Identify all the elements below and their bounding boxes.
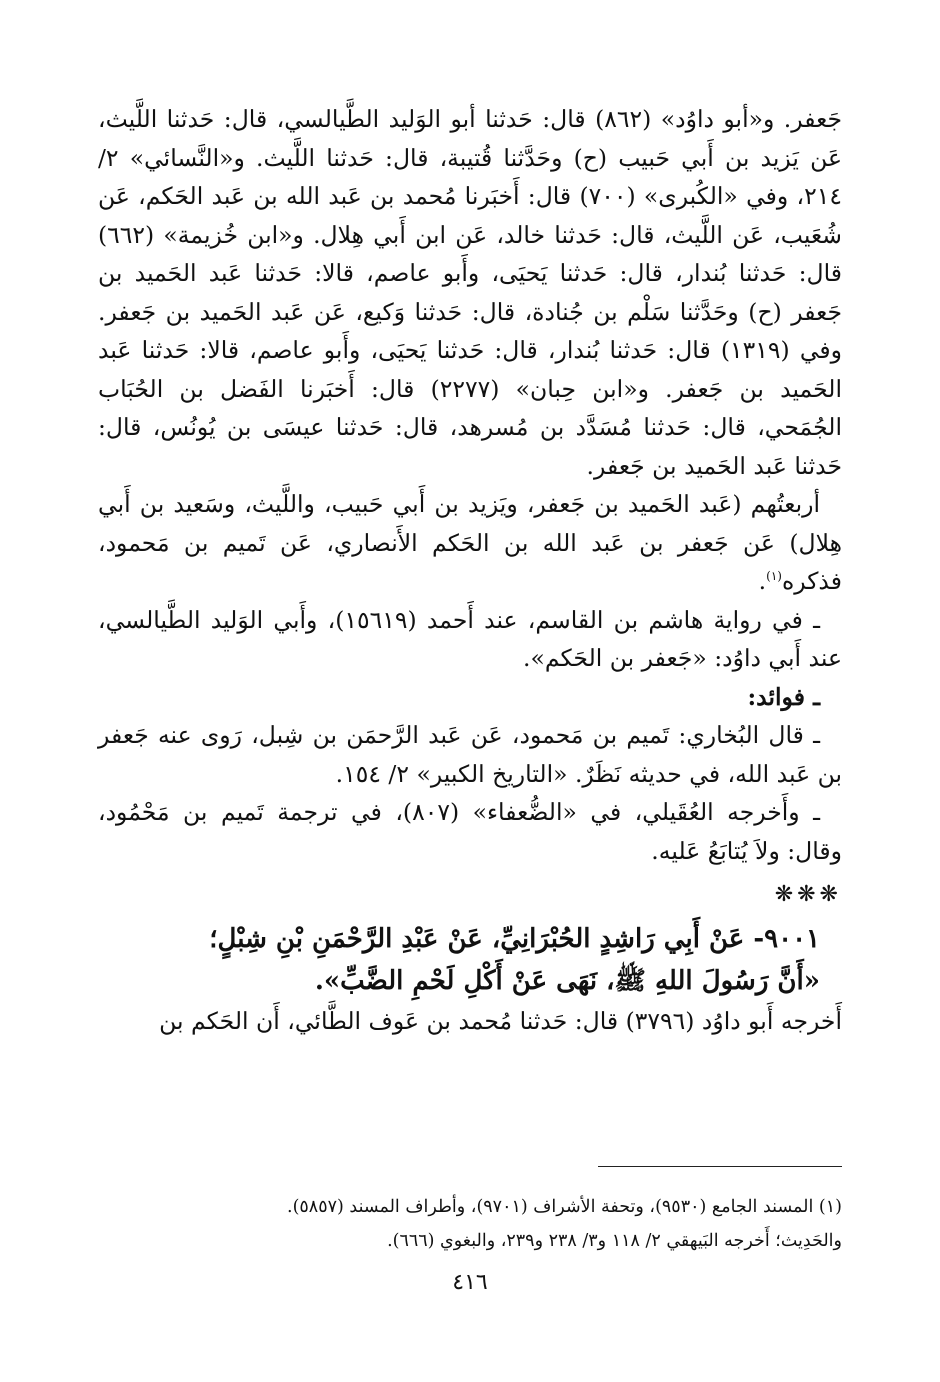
hadith-line-2: «أَنَّ رَسُولَ اللهِ ﷺ، نَهَى عَنْ أَكْلِ لَحْمِ الضَّبِّ».	[314, 966, 820, 996]
paragraph-abu-dawud: أَخرجه أَبو داوُد (٣٧٩٦) قال: حَدثنا مُحمد بن عَوف الطَّائي، أَن الحَكم بن	[159, 1007, 842, 1035]
paragraph-uqayli: ـ وأَخرجه العُقَيلي، في «الضُّعفاء» (٨٠٧)، في ترجمة تَميم بن مَحْمُود، وقال: ولاَ يُتابَعُ عَليه.	[98, 798, 842, 865]
footnote-1: (١) المسند الجامع (٩٥٣٠)، وتحفة الأشراف (٩٧٠١)، وأطراف المسند (٥٨٥٧).	[287, 1197, 842, 1217]
paragraph-arbaatuhum-text: أربعتُهم (عَبد الحَميد بن جَعفر، ويَزيد بن أَبي حَبيب، واللَّيث، وسَعيد بن أَبي هِلال) عَن جَعفر بن عَبد الله بن الحَكم الأَنصاري، عَن تَميم بن مَحمود، فذكره	[98, 490, 842, 595]
footnote-divider	[598, 1166, 842, 1167]
paragraph-takhrij: جَعفر. و«أبو داوُد» (٨٦٢) قال: حَدثنا أبو الوَليد الطَّيالسي، قال: حَدثنا اللَّيث، عَن يَزيد بن أَبي حَبيب (ح) وحَدَّثنا قُتيبة، قال: حَدثنا اللَّيث. و«النَّسائي» ٢/ ٢١٤، وفي «الكُبرى» (٧٠٠) قال: أَخبَرنا مُحمد بن عَبد الله بن عَبد الحَكم، عَن شُعَيب، عَن اللَّيث، قال: حَدثنا خالد، عَن ابن أَبي هِلال. و«ابن خُزيمة» (٦٦٢) قال: حَدثنا بُندار، قال: حَدثنا يَحيَى، وأَبو عاصم، قالا: حَدثنا عَبد الحَميد بن جَعفر (ح) وحَدَّثنا سَلْم بن جُنادة، قال: حَدثنا وَكيع، عَن عَبد الحَميد بن جَعفر. وفي (١٣١٩) قال: حَدثنا بُندار، قال: حَدثنا يَحيَى، وأَبو عاصم، قالا: حَدثنا عَبد الحَميد بن جَعفر. و«ابن حِبان» (٢٢٧٧) قال: أَخبَرنا الفَضل بن الحُبَاب الجُمَحي، قال: حَدثنا مُسَدَّد بن مُسرهد، قال: حَدثنا عيسَى بن يُونُس، قال: حَدثنا عَبد الحَميد بن جَعفر.	[98, 105, 843, 480]
paragraph-riwaya: ـ في رواية هاشم بن القاسم، عند أَحمد (١٥٦١٩)، وأَبي الوَليد الطَّيالسي، عند أَبي داوُد: «جَعفر بن الحَكم».	[98, 605, 842, 672]
main-text	[98, 100, 842, 1041]
section-separator-stars: ❋❋❋	[774, 882, 842, 907]
page-number: ٤١٦	[452, 1270, 488, 1295]
paragraph-arbaatuhum	[98, 485, 842, 601]
hadith-line-1: ٩٠٠١- عَنْ أَبِي رَاشِدٍ الحُبْرَانِيِّ، عَنْ عَبْدِ الرَّحْمَنِ بْنِ شِبْلٍ؛	[209, 924, 820, 954]
page-body	[98, 100, 842, 1041]
footnote-ref-1[interactable]: (١)	[766, 569, 782, 584]
paragraph-arbaatuhum-end: .	[758, 567, 767, 595]
footnotes	[98, 1190, 842, 1258]
hadith-text	[98, 918, 842, 1002]
paragraph-bukhari: ـ قال البُخاري: تَميم بن مَحمود، عَن عَبد الرَّحمَن بن شِبل، رَوى عنه جَعفر بن عَبد الله، في حديثه نَظَرٌ. «التاريخ الكبير» ٢/ ١٥٤.	[98, 721, 842, 788]
footnote-1-continued: والحَدِيث؛ أَخرجه البَيهقي ٢/ ١١٨ و٣/ ٢٣٨ و٢٣٩، والبغوي (٦٦٦).	[387, 1231, 842, 1251]
section-heading-fawaid: ـ فوائد:	[747, 682, 820, 711]
